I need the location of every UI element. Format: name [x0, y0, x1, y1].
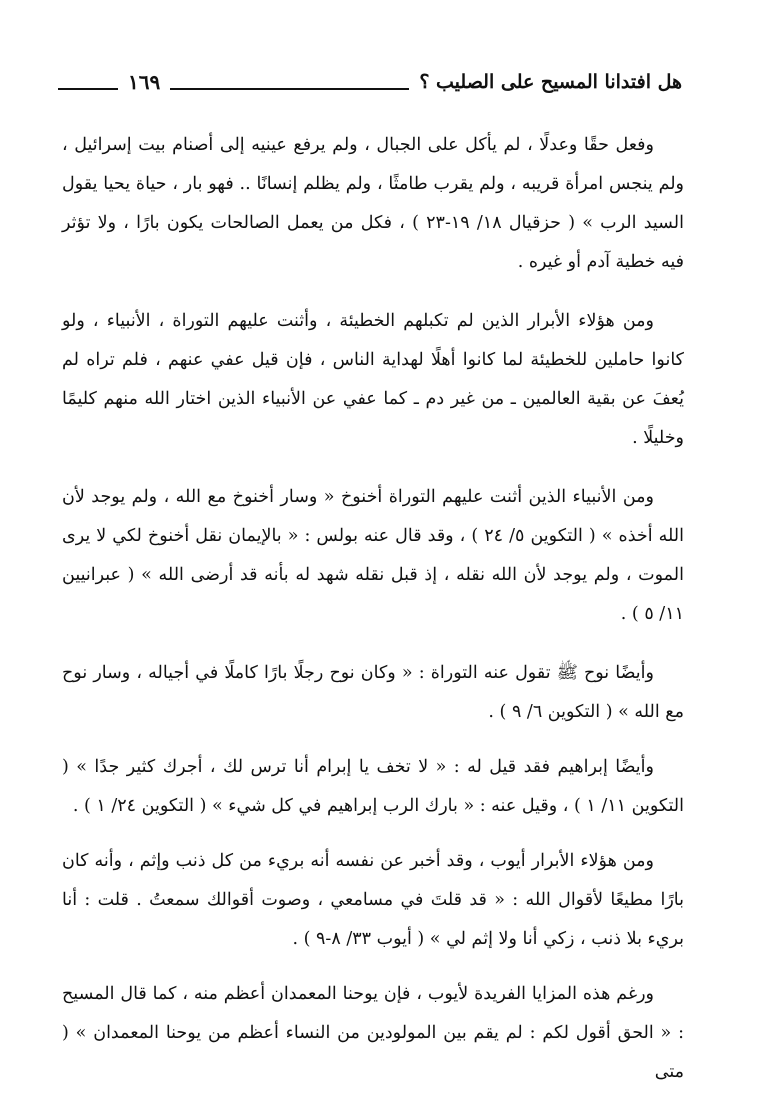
paragraph-6: ومن هؤلاء الأبرار أيوب ، وقد أخبر عن نفسه أنه بريء من كل ذنب وإثم ، وأنه كان بارًا مطيعًا لأقوال الله : « قد قلتَ في مسامعي ، وصوت أقوالك سمعتُ . قلت : أنا بريء بلا ذنب ، زكي أنا ولا إثم لي » ( أيوب ٣٣/ ٨-٩ ) .: [62, 851, 684, 949]
paragraph-4: وأيضًا نوح ﷺ تقول عنه التوراة : « وكان نوح رجلًا بارًا كاملًا في أجياله ، وسار نوح مع الله » ( التكوين ٦/ ٩ ) .: [62, 663, 684, 722]
paragraph-7: ورغم هذه المزايا الفريدة لأيوب ، فإن يوحنا المعمدان أعظم منه ، كما قال المسيح : « الحق أقول لكم : لم يقم بين المولودين من النساء أعظم من يوحنا المعمدان » ( متى: [62, 984, 684, 1082]
header-rule-end: [58, 88, 118, 90]
paragraph-5: وأيضًا إبراهيم فقد قيل له : « لا تخف يا إبرام أنا ترس لك ، أجرك كثير جدًا » ( التكوين ١١/ ١ ) ، وقيل عنه : « بارك الرب إبراهيم في كل شيء » ( التكوين ٢٤/ ١ ) .: [62, 757, 684, 816]
paragraph-3: ومن الأنبياء الذين أثنت عليهم التوراة أخنوخ « وسار أخنوخ مع الله ، ولم يوجد لأن الله أخذه » ( التكوين ٥/ ٢٤ ) ، وقد قال عنه بولس : « بالإيمان نقل أخنوخ لكي لا يرى الموت ، ولم يوجد لأن الله نقله ، إذ قبل نقله شهد له بأنه قد أرضى الله » ( عبرانيين ١١/ ٥ ) .: [62, 487, 684, 624]
chapter-title: هل افتدانا المسيح على الصليب ؟: [419, 71, 682, 93]
paragraph-2: ومن هؤلاء الأبرار الذين لم تكبلهم الخطيئة ، وأثنت عليهم التوراة ، الأنبياء ، ولو كانوا حاملين للخطيئة لما كانوا أهلًا لهداية الناس ، فإن قيل عفي عنهم ، فلم تراه لم يُعفَ عن بقية العالمين ـ من غير دم ـ كما عفي عن الأنبياء الذين اختار الله منهم كليمًا وخليلًا .: [62, 311, 684, 448]
paragraph-1: وفعل حقًا وعدلًا ، لم يأكل على الجبال ، ولم يرفع عينيه إلى أصنام بيت إسرائيل ، ولم ينجس امرأة قريبه ، ولم يقرب طامثًا ، ولم يظلم إنسانًا .. فهو بار ، حياة يحيا يقول السيد الرب » ( حزقيال ١٨/ ١٩-٢٣ ) ، فكل من يعمل الصالحات يكون بارًا ، ولا تؤثر فيه خطية آدم أو غيره .: [62, 135, 684, 272]
header-rule: [170, 88, 409, 90]
running-header: [58, 62, 682, 102]
body-text: [62, 126, 684, 1112]
page-number: ١٦٩: [128, 70, 161, 94]
